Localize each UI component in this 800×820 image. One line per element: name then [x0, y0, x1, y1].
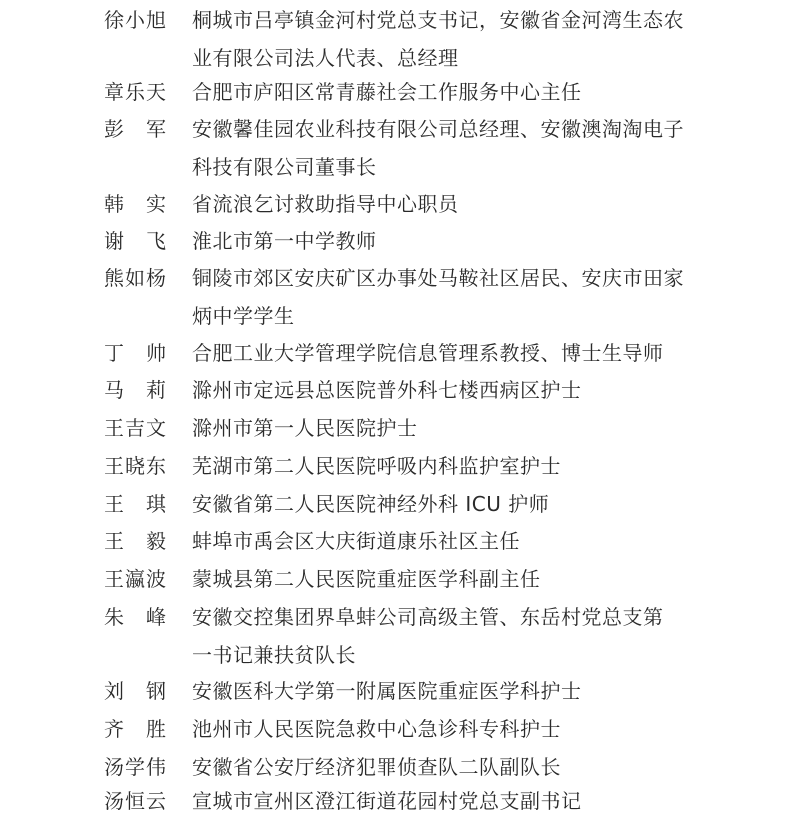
person-name: 谢 飞 [104, 229, 167, 253]
title-line: 一书记兼扶贫队长 [192, 643, 356, 667]
person-title [192, 522, 712, 560]
title-line: 滁州市第一人民医院护士 [192, 416, 418, 440]
person-title [192, 485, 712, 523]
person-title [192, 409, 712, 447]
person-name: 汤恒云 [104, 789, 167, 813]
title-line: 铜陵市郊区安庆矿区办事处马鞍社区居民、安庆市田家 [192, 266, 684, 290]
title-line: 省流浪乞讨救助指导中心职员 [192, 192, 459, 216]
title-line: 合肥市庐阳区常青藤社会工作服务中心主任 [192, 80, 582, 104]
title-line: 淮北市第一中学教师 [192, 229, 377, 253]
person-title [192, 710, 712, 748]
title-line: 安徽省第二人民医院神经外科 ICU 护师 [192, 492, 550, 516]
title-line: 蒙城县第二人民医院重症医学科副主任 [192, 567, 541, 591]
person-title [192, 371, 712, 409]
person-title [192, 110, 712, 186]
person-title [192, 748, 712, 786]
person-name: 王瀛波 [104, 567, 167, 591]
person-title [192, 334, 712, 372]
title-line: 安徽医科大学第一附属医院重症医学科护士 [192, 679, 582, 703]
title-line: 安徽省公安厅经济犯罪侦查队二队副队长 [192, 755, 561, 779]
person-title [192, 222, 712, 260]
person-name: 王 琪 [104, 492, 167, 516]
person-title [192, 560, 712, 598]
person-name: 丁 帅 [104, 341, 167, 365]
person-title [192, 259, 712, 335]
title-line: 科技有限公司董事长 [192, 155, 377, 179]
person-name: 徐小旭 [104, 8, 167, 32]
person-name: 马 莉 [104, 378, 167, 402]
person-name: 刘 钢 [104, 679, 167, 703]
person-name: 汤学伟 [104, 755, 167, 779]
person-title [192, 447, 712, 485]
person-title [192, 782, 712, 820]
title-line: 滁州市定远县总医院普外科七楼西病区护士 [192, 378, 582, 402]
person-name: 朱 峰 [104, 605, 167, 629]
person-title [192, 73, 712, 111]
person-title [192, 598, 712, 674]
title-line: 安徽交控集团界阜蚌公司高级主管、东岳村党总支第 [192, 605, 664, 629]
title-line: 蚌埠市禹会区大庆街道康乐社区主任 [192, 529, 520, 553]
title-line: 炳中学学生 [192, 304, 295, 328]
title-line: 合肥工业大学管理学院信息管理系教授、博士生导师 [192, 341, 664, 365]
title-line: 桐城市吕亭镇金河村党总支书记，安徽省金河湾生态农 [192, 8, 684, 32]
person-name: 熊如杨 [104, 266, 167, 290]
person-name: 王吉文 [104, 416, 167, 440]
person-name: 章乐天 [104, 80, 167, 104]
title-line: 池州市人民医院急救中心急诊科专科护士 [192, 717, 561, 741]
person-title [192, 672, 712, 710]
person-name: 王 毅 [104, 529, 167, 553]
person-name: 韩 实 [104, 192, 167, 216]
title-line: 芜湖市第二人民医院呼吸内科监护室护士 [192, 454, 561, 478]
person-title [192, 185, 712, 223]
person-title [192, 1, 712, 77]
person-name: 彭 军 [104, 117, 167, 141]
title-line: 业有限公司法人代表、总经理 [192, 46, 459, 70]
person-name: 王晓东 [104, 454, 167, 478]
title-line: 安徽馨佳园农业科技有限公司总经理、安徽澳淘淘电子 [192, 117, 684, 141]
person-name: 齐 胜 [104, 717, 167, 741]
title-line: 宣城市宣州区澄江街道花园村党总支副书记 [192, 789, 582, 813]
